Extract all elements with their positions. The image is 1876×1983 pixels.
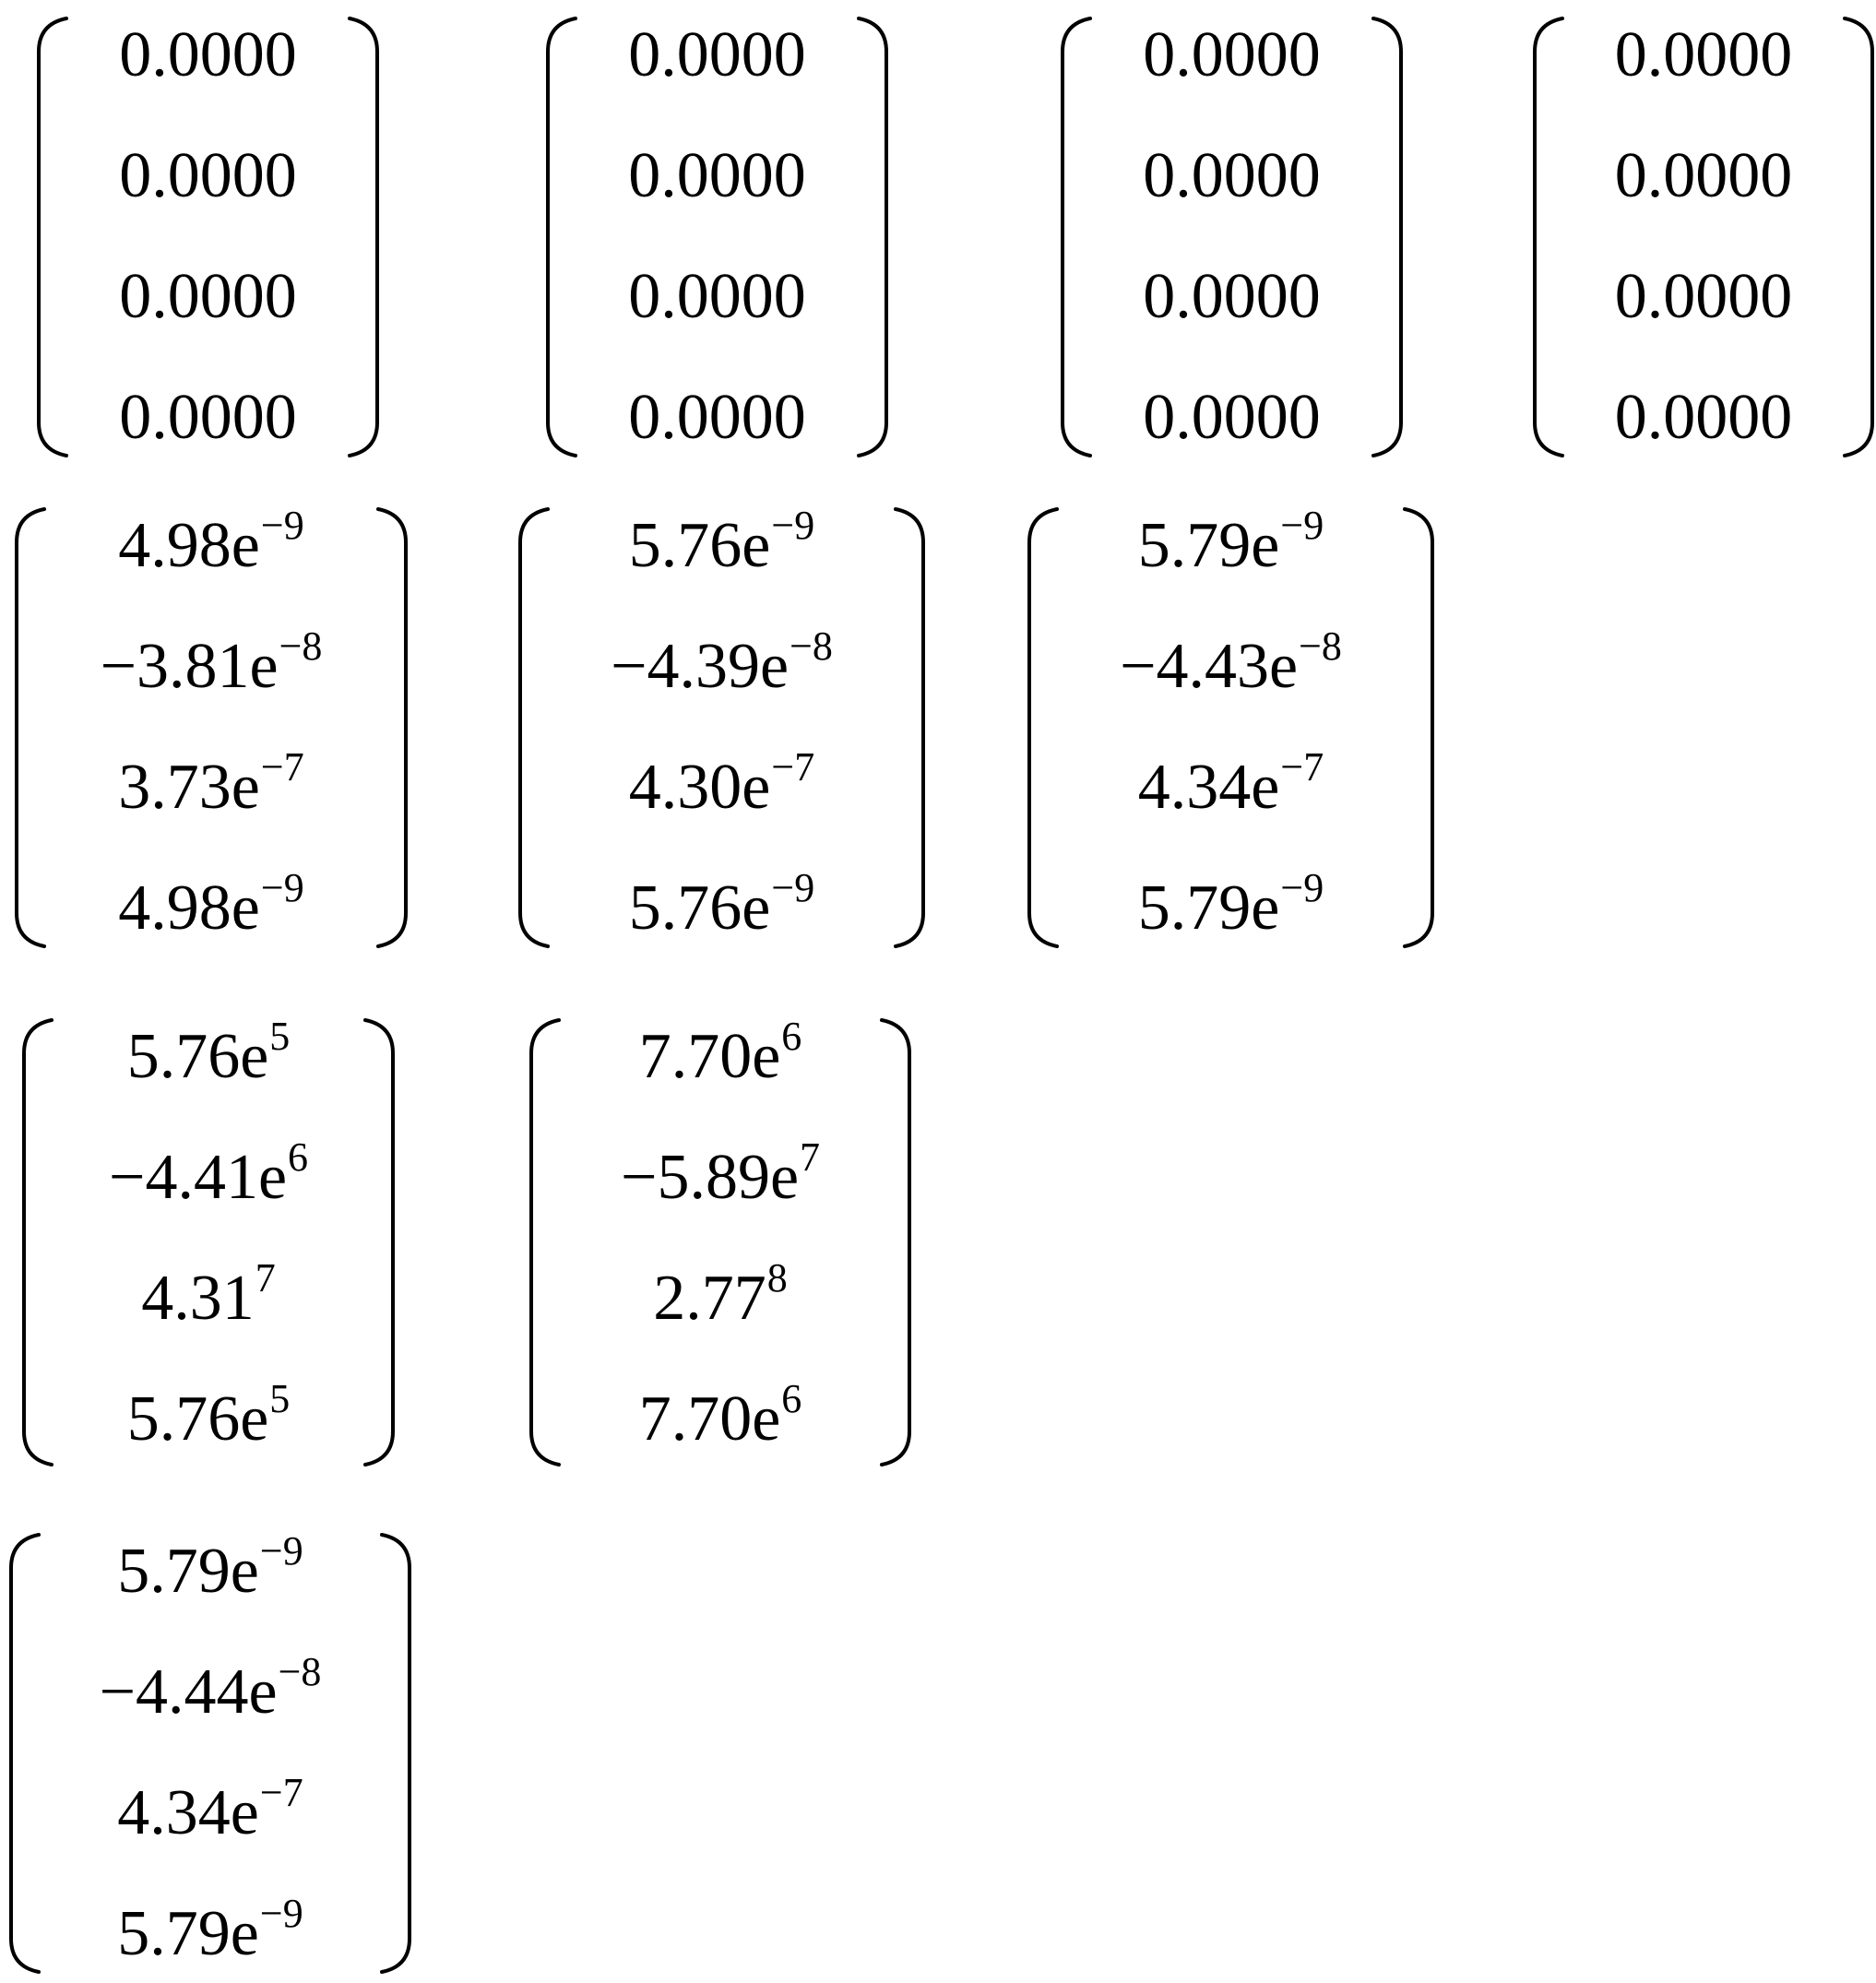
entry-exponent: 6 [781, 1376, 802, 1421]
entry-mantissa: 4.34e [117, 1777, 259, 1848]
vector-entry [35, 382, 381, 453]
entry-exponent: −8 [1299, 623, 1342, 669]
entry-mantissa: 2.77 [653, 1263, 766, 1334]
entry-mantissa: −4.44e [99, 1656, 278, 1728]
entry-exponent: −8 [279, 623, 323, 669]
entry-mantissa: 0.0000 [628, 382, 806, 453]
entry-mantissa: 0.0000 [628, 140, 806, 211]
entry-mantissa: 4.98e [118, 873, 260, 944]
vector-entry [35, 19, 381, 90]
column-vector-r3c1 [20, 1016, 397, 1468]
vector-entry [516, 744, 927, 827]
vector-entry [1531, 140, 1876, 211]
entry-mantissa: −3.81e [100, 631, 279, 702]
entry-mantissa: 5.79e [117, 1536, 259, 1607]
entry-exponent: 5 [269, 1014, 291, 1059]
entry-mantissa: 0.0000 [1143, 261, 1321, 332]
entry-mantissa: 0.0000 [1614, 140, 1793, 211]
vector-entry [516, 503, 927, 586]
vector-entry [528, 1376, 913, 1459]
entry-mantissa: 5.76e [628, 510, 771, 581]
vector-entry [1059, 140, 1405, 211]
entry-exponent: −9 [260, 865, 304, 910]
vector-entry [1026, 503, 1436, 586]
entry-mantissa: −4.39e [611, 631, 790, 702]
entry-exponent: 8 [766, 1255, 788, 1300]
entry-mantissa: 0.0000 [119, 19, 297, 90]
entry-exponent: −9 [771, 865, 815, 910]
entry-mantissa: 4.98e [118, 510, 260, 581]
entry-exponent: −8 [790, 623, 833, 669]
entry-mantissa: 7.70e [638, 1021, 781, 1092]
entry-exponent: −9 [1280, 865, 1324, 910]
vector-entry [20, 1014, 397, 1097]
vector-entry [528, 1134, 913, 1217]
vector-entry [7, 1528, 413, 1611]
entry-mantissa: 0.0000 [119, 140, 297, 211]
column-vector-r2c1 [13, 505, 410, 950]
vector-entry [35, 261, 381, 332]
vector-entry [13, 865, 410, 948]
vector-entry [20, 1134, 397, 1217]
vector-entry [20, 1255, 397, 1338]
entry-mantissa: 0.0000 [628, 19, 806, 90]
entry-mantissa: 0.0000 [1143, 140, 1321, 211]
column-vector-r2c2 [516, 505, 927, 950]
vector-entry [1531, 19, 1876, 90]
vector-entry [13, 744, 410, 827]
entry-exponent: 6 [288, 1134, 309, 1180]
vector-entry [1026, 623, 1436, 707]
vector-entry [1026, 744, 1436, 827]
column-vector-r2c3 [1026, 505, 1436, 950]
vector-entry [516, 865, 927, 948]
entry-mantissa: 4.34e [1137, 752, 1280, 823]
entry-exponent: −9 [1280, 503, 1324, 548]
entry-mantissa: 5.79e [1137, 510, 1280, 581]
entry-exponent: −7 [771, 744, 815, 790]
vector-entry [528, 1255, 913, 1338]
vector-entry [528, 1014, 913, 1097]
vector-entry [7, 1891, 413, 1974]
vector-entry [1531, 382, 1876, 453]
vector-entry [1059, 19, 1405, 90]
vector-entry [13, 623, 410, 707]
entry-mantissa: 0.0000 [119, 382, 297, 453]
vector-entry [7, 1770, 413, 1853]
entry-exponent: −9 [260, 503, 304, 548]
entry-mantissa: 5.76e [126, 1383, 269, 1455]
vector-entry [544, 382, 890, 453]
entry-exponent: 7 [800, 1134, 821, 1180]
entry-mantissa: 4.30e [628, 752, 771, 823]
entry-mantissa: 0.0000 [1143, 19, 1321, 90]
entry-mantissa: 0.0000 [119, 261, 297, 332]
entry-exponent: 5 [269, 1376, 291, 1421]
vector-entry [1059, 261, 1405, 332]
vector-entry [544, 261, 890, 332]
entry-mantissa: 7.70e [638, 1383, 781, 1455]
column-vector-r1c2 [544, 15, 890, 459]
entry-exponent: −9 [259, 1891, 303, 1936]
entry-mantissa: 4.31 [141, 1263, 255, 1334]
entry-mantissa: 0.0000 [1614, 261, 1793, 332]
vector-entry [7, 1649, 413, 1732]
entry-exponent: −9 [259, 1528, 303, 1573]
vector-entry [1531, 261, 1876, 332]
entry-exponent: −9 [771, 503, 815, 548]
entry-exponent: −7 [1280, 744, 1324, 790]
vector-entry [35, 140, 381, 211]
entry-mantissa: 0.0000 [1143, 382, 1321, 453]
vector-entry [544, 19, 890, 90]
entry-mantissa: −4.41e [108, 1142, 288, 1213]
entry-mantissa: 3.73e [118, 752, 260, 823]
entry-exponent: 7 [255, 1255, 276, 1300]
entry-mantissa: 5.76e [628, 873, 771, 944]
entry-mantissa: 0.0000 [1614, 382, 1793, 453]
vector-entry [1059, 382, 1405, 453]
column-vector-r3c2 [528, 1016, 913, 1468]
entry-mantissa: 5.76e [126, 1021, 269, 1092]
entry-mantissa: −5.89e [620, 1142, 800, 1213]
entry-mantissa: −4.43e [1120, 631, 1299, 702]
column-vector-r1c4 [1531, 15, 1876, 459]
entry-mantissa: 0.0000 [628, 261, 806, 332]
vector-entry [1026, 865, 1436, 948]
vector-entry [516, 623, 927, 707]
entry-exponent: −7 [260, 744, 304, 790]
entry-exponent: 6 [781, 1014, 802, 1059]
column-vector-r1c3 [1059, 15, 1405, 459]
entry-exponent: −7 [259, 1770, 303, 1815]
column-vector-r1c1 [35, 15, 381, 459]
entry-mantissa: 5.79e [117, 1898, 259, 1969]
vector-entry [544, 140, 890, 211]
vector-entry [20, 1376, 397, 1459]
entry-mantissa: 5.79e [1137, 873, 1280, 944]
column-vector-r4c1 [7, 1528, 413, 1976]
entry-mantissa: 0.0000 [1614, 19, 1793, 90]
entry-exponent: −8 [278, 1649, 322, 1694]
vector-entry [13, 503, 410, 586]
